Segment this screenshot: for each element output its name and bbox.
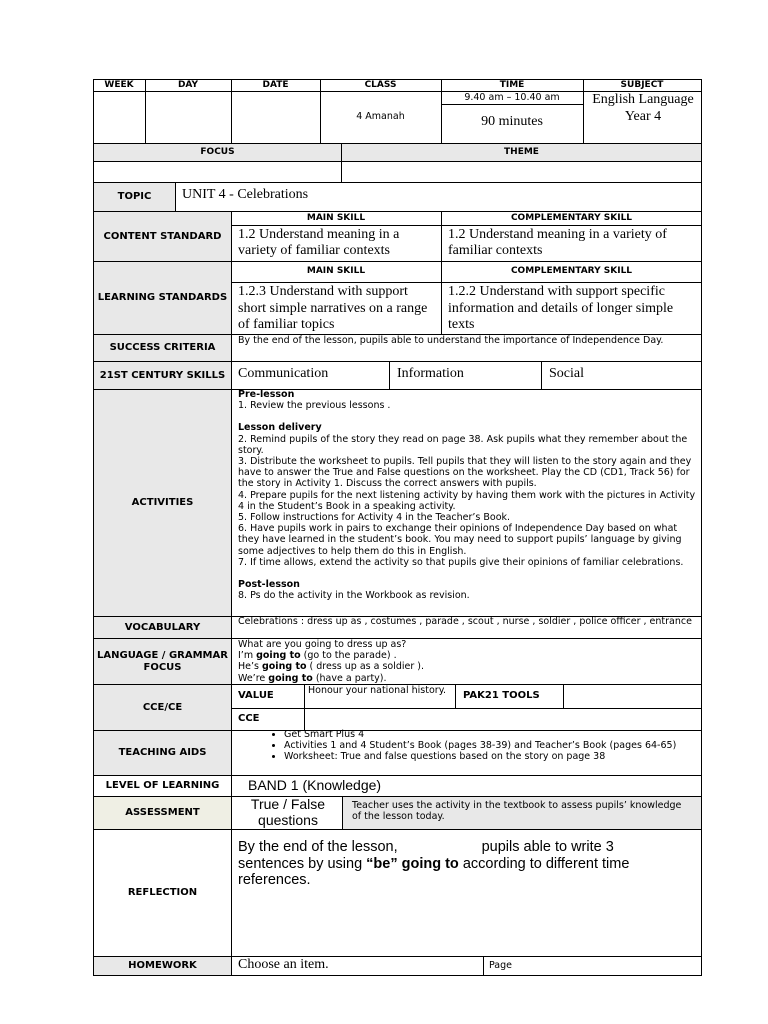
level-value: BAND 1 (Knowledge) bbox=[248, 777, 382, 793]
ls-main-skill-label: MAIN SKILL bbox=[306, 266, 366, 276]
cs-comp-skill-label: COMPLEMENTARY SKILL bbox=[510, 213, 633, 223]
activities-label: ACTIVITIES bbox=[94, 390, 231, 616]
teaching-aid-item: • Activities 1 and 4 Student’s Book (pages 38-39) and Teacher’s Book (pages 64-65) bbox=[284, 740, 700, 751]
grammar-line: What are you going to dress up as? bbox=[238, 639, 407, 650]
cs-main-skill-label: MAIN SKILL bbox=[306, 213, 366, 223]
success-criteria-label: SUCCESS CRITERIA bbox=[94, 335, 231, 361]
grammar-line: We’re going to (have a party). bbox=[238, 672, 387, 684]
grammar-line: He’s going to ( dress up as a soldier ). bbox=[238, 661, 425, 673]
ls-main-skill: 1.2.3 Understand with support short simple narratives on a range of familiar topics bbox=[238, 284, 428, 332]
pre-lesson-step: 1. Review the previous lessons . bbox=[238, 400, 391, 412]
class-value: 4 Amanah bbox=[356, 111, 405, 122]
level-label: LEVEL OF LEARNING bbox=[105, 780, 220, 791]
time-range: 9.40 am – 10.40 am bbox=[464, 92, 560, 103]
learning-standards-label: LEARNING STANDARDS bbox=[94, 262, 231, 334]
post-lesson-heading: Post-lesson bbox=[238, 579, 300, 591]
date-header: DATE bbox=[262, 80, 289, 90]
skill-social: Social bbox=[549, 366, 584, 381]
ls-comp-skill-label: COMPLEMENTARY SKILL bbox=[510, 266, 633, 276]
subject-value: English Language Year 4 bbox=[592, 92, 694, 124]
week-header: WEEK bbox=[104, 80, 134, 90]
vocabulary-label: VOCABULARY bbox=[94, 617, 231, 638]
teaching-aids-label: TEACHING AIDS bbox=[94, 731, 231, 775]
grammar-content bbox=[238, 639, 698, 684]
assessment-desc: Teacher uses the activity in the textbook to assess pupils’ knowledge of the lesson today. bbox=[352, 800, 682, 823]
value-label: VALUE bbox=[238, 690, 274, 701]
skill-information: Information bbox=[397, 366, 464, 381]
delivery-step: 6. Have pupils work in pairs to exchange their opinions of Independence Day based on what they have learned in the student’s book. You may need to support pupils’ language by giving some adjectives to help them do this in English. bbox=[238, 523, 682, 557]
post-lesson-step: 8. Ps do the activity in the Workbook as revision. bbox=[238, 590, 470, 602]
homework-label: HOMEWORK bbox=[94, 957, 231, 975]
century-skills-label: 21ST CENTURY SKILLS bbox=[94, 362, 231, 389]
success-criteria-value: By the end of the lesson, pupils able to understand the importance of Independence Day. bbox=[238, 335, 664, 346]
assessment-label: ASSESSMENT bbox=[94, 797, 231, 829]
class-header: CLASS bbox=[364, 80, 397, 90]
homework-select[interactable]: Choose an item. bbox=[238, 957, 329, 972]
skill-communication: Communication bbox=[238, 366, 329, 381]
time-header: TIME bbox=[499, 80, 525, 90]
teaching-aid-item: • Worksheet: True and false questions based on the story on page 38 bbox=[284, 751, 700, 762]
ls-comp-skill: 1.2.2 Understand with support specific information and details of longer simple texts bbox=[448, 284, 674, 332]
reflection-text: By the end of the lesson, pupils able to write 3 sentences by using “be” going to according to different time references. bbox=[238, 839, 630, 888]
page-label: Page bbox=[489, 960, 512, 971]
focus-label: FOCUS bbox=[200, 147, 235, 157]
vocabulary-value: Celebrations : dress up as , costumes , parade , scout , nurse , soldier , police officer , entrance bbox=[238, 616, 692, 627]
theme-label: THEME bbox=[504, 147, 539, 157]
delivery-step: 3. Distribute the worksheet to pupils. Tell pupils that they will listen to the story again and they have to answer the True and False questions on the worksheet. Play the CD (CD1, Track 56) for the story in Activity 1. Discuss the correct answers with pupils. bbox=[238, 456, 692, 490]
teaching-aid-item: • Get Smart Plus 4 bbox=[284, 729, 700, 740]
reflection-label: REFLECTION bbox=[127, 887, 198, 898]
topic-label: TOPIC bbox=[94, 183, 175, 211]
grammar-label: LANGUAGE / GRAMMAR FOCUS bbox=[94, 639, 231, 684]
day-header: DAY bbox=[177, 80, 199, 90]
topic-value: UNIT 4 - Celebrations bbox=[182, 187, 309, 202]
teaching-aids-list bbox=[232, 729, 700, 762]
content-standard-label: CONTENT STANDARD bbox=[94, 212, 231, 261]
value-text: Honour your national history. bbox=[308, 685, 446, 696]
delivery-step: 5. Follow instructions for Activity 4 in the Teacher’s Book. bbox=[238, 512, 511, 524]
assessment-type: True / False questions bbox=[250, 796, 326, 828]
delivery-step: 2. Remind pupils of the story they read on page 38. Ask pupils what they remember about the story. bbox=[238, 433, 688, 456]
pak21-label: PAK21 TOOLS bbox=[463, 690, 540, 701]
duration: 90 minutes bbox=[481, 114, 543, 129]
cs-main-skill: 1.2 Understand meaning in a variety of familiar contexts bbox=[238, 227, 400, 258]
subject-header: SUBJECT bbox=[620, 80, 664, 90]
cce-ce-label: CCE/CE bbox=[94, 685, 231, 730]
activities-content bbox=[238, 389, 698, 601]
grammar-line: I’m going to (go to the parade) . bbox=[238, 650, 397, 662]
cs-comp-skill: 1.2 Understand meaning in a variety of familiar contexts bbox=[448, 227, 667, 258]
delivery-step: 4. Prepare pupils for the next listening activity by having them work with the pictures in Activity 4 in the Student’s Book in a speaking activity. bbox=[238, 489, 696, 512]
lesson-delivery-heading: Lesson delivery bbox=[238, 422, 322, 434]
delivery-step: 7. If time allows, extend the activity so that pupils give their opinions of familiar celebrations. bbox=[238, 556, 684, 568]
pre-lesson-heading: Pre-lesson bbox=[238, 389, 295, 400]
cce-label: CCE bbox=[238, 713, 260, 724]
